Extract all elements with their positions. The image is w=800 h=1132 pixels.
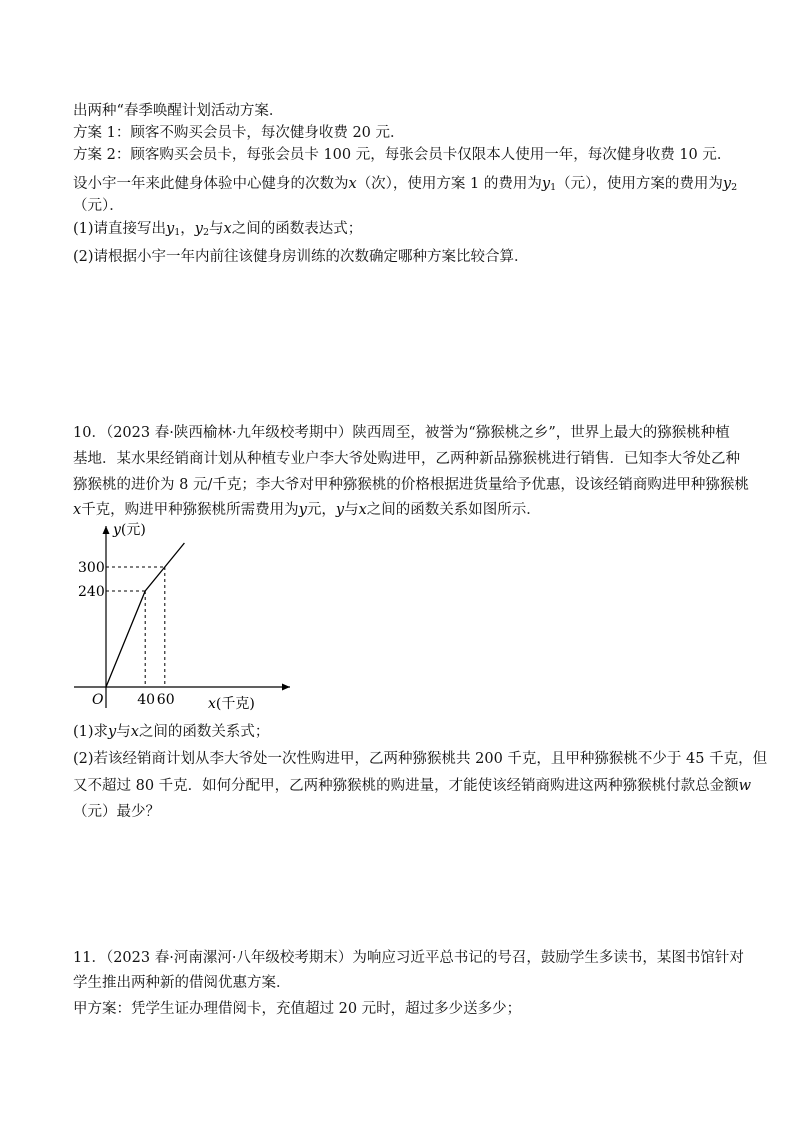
q9-line-5-text-b: 与 (209, 221, 224, 237)
q10-line-4 (73, 722, 269, 742)
q10-line-1: 基地．某水果经销商计划从种植专业户李大爷处购进甲，乙两种新品猕猴桃进行销售．已知李大爷处乙种 (73, 451, 740, 467)
subscript-1: 1 (174, 227, 181, 238)
q9-line-0: 出两种“春季唤醒计划活动方案． (73, 103, 284, 119)
var-x: x (358, 502, 367, 518)
y-axis-label-unit: (元) (120, 522, 146, 538)
q10-line-3-text-b: 元， (306, 502, 336, 518)
var-y: y (541, 176, 551, 192)
y-tick-label-240: 240 (78, 584, 105, 600)
q9-line-2: 方案 2：顾客购买会员卡，每张会员卡 100 元，每张会员卡仅限本人使用一年，每次健身收费 10 元． (73, 147, 732, 163)
y-tick-label-300: 300 (78, 560, 105, 576)
var-x: x (348, 176, 357, 192)
var-y: y (335, 502, 345, 518)
q10-line-7: （元）最少？ (73, 804, 160, 820)
axis-labels (78, 522, 255, 712)
var-x: x (73, 502, 82, 518)
q9-line-1: 方案 1：顾客不购买会员卡，每次健身收费 20 元． (73, 125, 405, 141)
x-axis-label (208, 695, 255, 712)
q11-line-0: 11．（2023 春·河南漯河·八年级校考期末）为响应习近平总书记的号召，鼓励学生多读书，某图书馆针对 (73, 950, 744, 966)
function-graph (68, 518, 298, 713)
q11-line-2: 甲方案：凭学生证办理借阅卡，充值超过 20 元时，超过多少送多少； (73, 1001, 522, 1017)
var-y: y (108, 724, 117, 740)
subscript-1: 1 (550, 182, 557, 193)
reference-lines (106, 567, 165, 687)
subscript-2: 2 (731, 182, 738, 193)
q9-line-4: （元）． (73, 198, 124, 214)
q11-line-1: 学生推出两种新的借阅优惠方案． (73, 975, 291, 991)
y-axis-arrow (103, 526, 110, 534)
q10-line-4-text-a: (1)求 (73, 724, 109, 740)
axes (74, 526, 290, 708)
x-axis-arrow (282, 684, 290, 691)
q9-line-3-text-b: （次），使用方案 1 的费用为 (356, 176, 542, 192)
q10-line-6-text-a: 又不超过 80 千克．如何分配甲，乙两种猕猴桃的购进量，才能使该经销商购进这两种猕猴桃付款总金额 (73, 778, 739, 794)
y-axis-label-var: y (113, 522, 121, 538)
q9-line-3 (73, 174, 737, 194)
x-axis-label-var: x (208, 696, 216, 712)
q10-line-3-text-a: 千克，购进甲种猕猴桃所需费用为 (81, 502, 299, 518)
comma: ， (180, 221, 195, 237)
var-x: x (130, 724, 139, 740)
var-w: w (738, 778, 752, 794)
q10-line-2: 猕猴桃的进价为 8 元/千克；李大爷对甲种猕猴桃的价格根据进货量给予优惠，设该经销商购进甲种猕猴桃 (73, 477, 749, 493)
q10-line-6 (73, 776, 751, 796)
y-axis-label (112, 522, 146, 538)
q10-line-4-text-b: 与 (116, 724, 131, 740)
q10-line-3-text-c: 与 (344, 502, 359, 518)
var-y: y (298, 502, 307, 518)
q9-line-6: (2)请根据小宇一年内前往该健身房训练的次数确定哪种方案比较合算． (73, 249, 529, 265)
q9-line-3-text-c: （元），使用方案的费用为 (556, 176, 723, 192)
q10-line-4-text-c: 之间的函数关系式； (138, 724, 270, 740)
var-y: y (194, 221, 203, 237)
q9-line-5 (73, 219, 362, 239)
var-y: y (166, 221, 175, 237)
x-axis-label-unit: (千克) (215, 696, 255, 712)
q10-line-0: 10．（2023 春·陕西榆林·九年级校考期中）陕西周至，被誉为“猕猴桃之乡”，世界上最大的猕猴桃种植 (73, 425, 730, 441)
q9-line-5-text-a: (1)请直接写出 (73, 221, 167, 237)
subscript-2: 2 (203, 227, 210, 238)
q10-line-3 (73, 500, 541, 520)
var-x: x (223, 221, 232, 237)
var-y: y (722, 176, 732, 192)
q9-line-3-text-a: 设小宇一年来此健身体验中心健身的次数为 (73, 176, 349, 192)
x-tick-label-40: 40 (137, 692, 156, 708)
origin-label: O (92, 692, 104, 708)
q9-line-5-text-c: 之间的函数表达式； (231, 221, 363, 237)
q10-line-3-text-d: 之间的函数关系如图所示． (366, 502, 541, 518)
x-tick-label-60: 60 (156, 692, 175, 708)
q10-line-5: (2)若该经销商计划从李大爷处一次性购进甲，乙两种猕猴桃共 200 千克，且甲种猕猴桃不少于 45 千克，但 (73, 751, 768, 767)
